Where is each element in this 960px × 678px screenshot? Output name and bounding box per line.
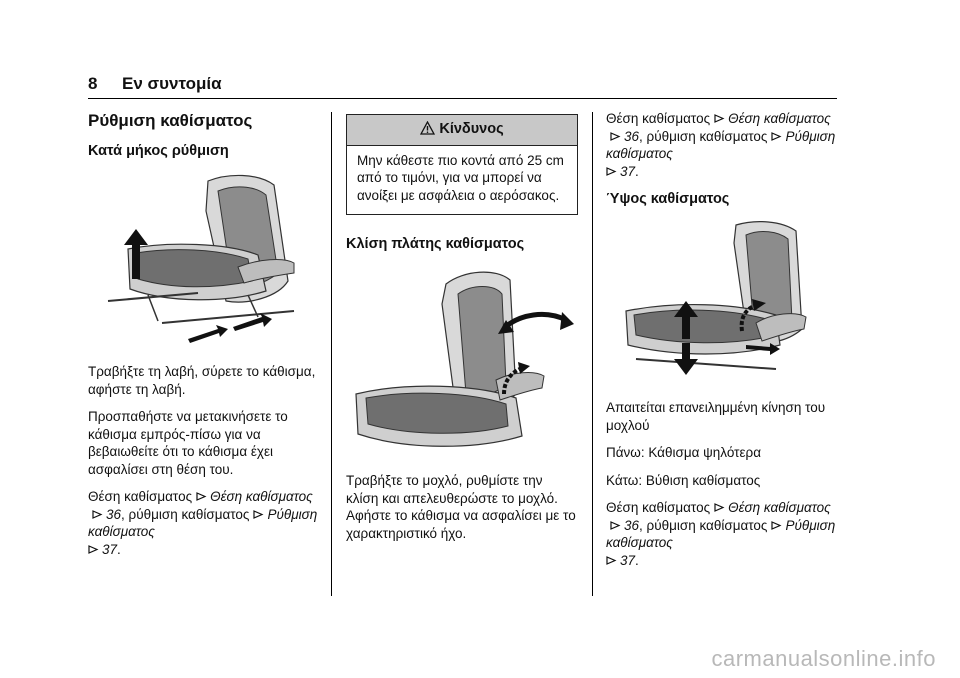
col3-paragraph-1: Απαιτείται επανειλημμένη κίνηση του μοχλού bbox=[606, 400, 826, 433]
danger-box bbox=[346, 114, 578, 215]
ref-page[interactable]: 36 bbox=[624, 517, 640, 533]
subsection-title-length: Κατά μήκος ρύθμιση bbox=[88, 143, 229, 159]
col1-paragraph-2: Προσπαθήστε να μετακινήσετε το κάθισμα εμπρός-πίσω για να βεβαιωθείτε ότι το κάθισμα έχει ασφαλίσει στη θέση του. bbox=[88, 409, 288, 477]
ref-page[interactable]: 36 bbox=[106, 506, 122, 522]
ref-link-seat-position[interactable]: Θέση καθίσματος bbox=[728, 111, 831, 126]
ref-link-seat-position[interactable]: Θέση καθίσματος bbox=[728, 500, 831, 515]
ref-link-seat-adjust[interactable]: Ρύθμιση καθίσματος bbox=[606, 517, 836, 550]
col1-cross-reference: Θέση καθίσματος Θέση καθίσματος36, ρύθμιση καθίσματος Ρύθμιση καθίσματος 37. bbox=[88, 489, 318, 557]
seat-height-illustration bbox=[606, 219, 838, 387]
seat-length-illustration bbox=[88, 171, 310, 351]
header-rule bbox=[88, 98, 837, 99]
reference-arrow-icon bbox=[606, 166, 617, 177]
danger-text: Μην κάθεστε πιο κοντά από 25 cm από το τιμόνι, για να μπορεί να ανοίξει με ασφάλεια ο αερόσακος. bbox=[357, 152, 564, 203]
reference-arrow-icon bbox=[714, 502, 725, 513]
ref-link-seat-position[interactable]: Θέση καθίσματος bbox=[210, 489, 313, 504]
subsection-title-recline: Κλίση πλάτης καθίσματος bbox=[346, 236, 525, 252]
reference-arrow-icon bbox=[606, 555, 617, 566]
subsection-title-height: Ύψος καθίσματος bbox=[606, 191, 730, 207]
col3-paragraph-2: Πάνω: Κάθισμα ψηλότερα bbox=[606, 445, 761, 460]
col3-cross-reference: Θέση καθίσματος Θέση καθίσματος36, ρύθμιση καθίσματος Ρύθμιση καθίσματος 37. bbox=[606, 500, 836, 568]
reference-arrow-icon bbox=[253, 509, 264, 520]
column-3 bbox=[606, 110, 838, 579]
col1-paragraph-1: Τραβήξτε τη λαβή, σύρετε το κάθισμα, αφήστε τη λαβή. bbox=[88, 364, 316, 397]
reference-arrow-icon bbox=[771, 131, 782, 142]
ref-page[interactable]: 36 bbox=[624, 128, 640, 144]
seat-recline-illustration bbox=[346, 264, 578, 460]
reference-arrow-icon bbox=[714, 113, 725, 124]
section-title: Ρύθμιση καθίσματος bbox=[88, 111, 253, 130]
column-1 bbox=[88, 110, 318, 568]
col3-cross-reference-top: Θέση καθίσματος Θέση καθίσματος36, ρύθμιση καθίσματος Ρύθμιση καθίσματος 37. bbox=[606, 111, 836, 179]
ref-link-seat-adjust[interactable]: Ρύθμιση καθίσματος bbox=[88, 506, 318, 539]
reference-arrow-icon bbox=[771, 520, 782, 531]
column-divider-1 bbox=[331, 112, 332, 596]
reference-arrow-icon bbox=[92, 509, 103, 520]
ref-page[interactable]: 37 bbox=[620, 552, 636, 568]
danger-header bbox=[347, 115, 577, 146]
column-divider-2 bbox=[592, 112, 593, 596]
column-2 bbox=[346, 110, 578, 552]
page-header bbox=[88, 74, 222, 94]
warning-triangle-icon bbox=[420, 121, 435, 135]
page-number: 8 bbox=[88, 74, 98, 93]
chapter-title: Εν συντομία bbox=[122, 74, 222, 93]
reference-arrow-icon bbox=[610, 520, 621, 531]
watermark: carmanualsonline.info bbox=[711, 646, 936, 671]
ref-page[interactable]: 37 bbox=[102, 541, 118, 557]
reference-arrow-icon bbox=[196, 491, 207, 502]
col3-paragraph-3: Κάτω: Βύθιση καθίσματος bbox=[606, 472, 761, 488]
danger-title: Κίνδυνος bbox=[439, 121, 504, 137]
col2-paragraph-1: Τραβήξτε το μοχλό, ρυθμίστε την κλίση και απελευθερώστε το μοχλό. Αφήστε το κάθισμα να ασφαλίσει με το χαρακτηριστικό ήχο. bbox=[346, 473, 576, 541]
reference-arrow-icon bbox=[88, 544, 99, 555]
ref-page[interactable]: 37 bbox=[620, 163, 636, 179]
ref-link-seat-adjust[interactable]: Ρύθμιση καθίσματος bbox=[606, 128, 836, 161]
reference-arrow-icon bbox=[610, 131, 621, 142]
